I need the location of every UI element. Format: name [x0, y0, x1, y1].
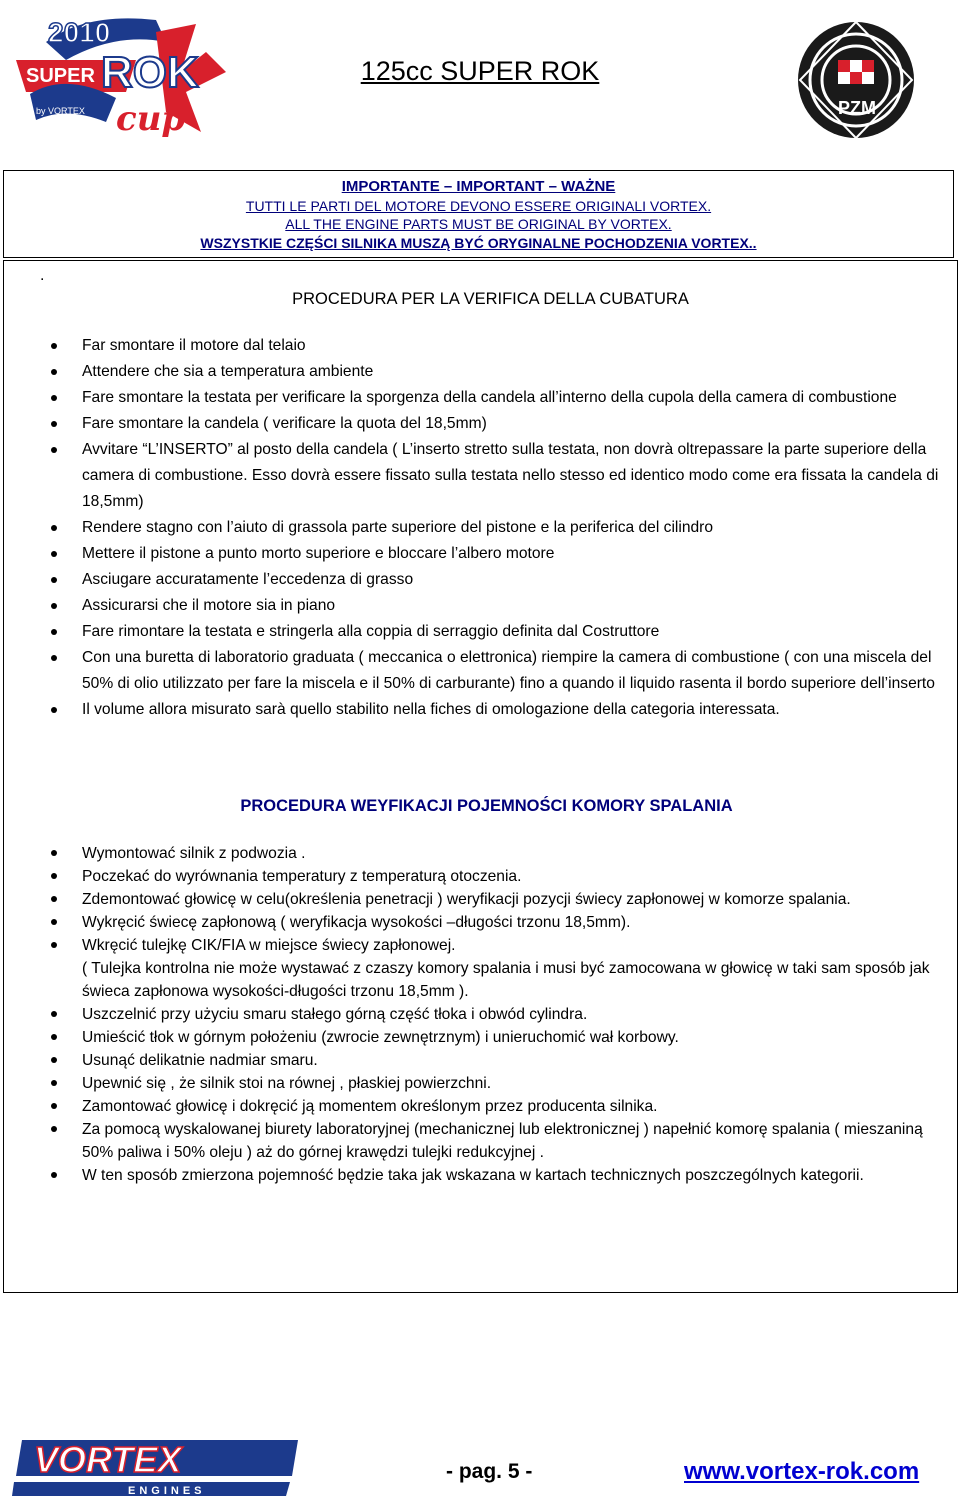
list-item: Avvitare “L’INSERTO” al posto della candela ( L’inserto stretto sulla testata, non dovrà oltrepassare la parte superiore della camera di combustione. Esso dovrà essere fissato sulla testata nello stesso ed identico modo come era fissata la candela di 18,5mm): [4, 437, 949, 515]
list-item: Far smontare il motore dal telaio: [4, 333, 949, 359]
list-item: Asciugare accuratamente l’eccedenza di grasso: [4, 567, 949, 593]
list-item: Usunąć delikatnie nadmiar smaru.: [4, 1049, 949, 1072]
procedure-box: [3, 260, 958, 1293]
important-line-it: TUTTI LE PARTI DEL MOTORE DEVONO ESSERE ORIGINALI VORTEX.: [245, 198, 712, 214]
important-notice-box: [3, 170, 954, 258]
page-number: - pag. 5 -: [446, 1460, 533, 1483]
list-item: Zamontować głowicę i dokręcić ją momentem określonym przez producenta silnika.: [4, 1095, 949, 1118]
svg-text:2010: 2010: [48, 17, 111, 48]
svg-text:cup: cup: [116, 99, 186, 139]
list-item: Assicurarsi che il motore sia in piano: [4, 593, 949, 619]
website-link[interactable]: www.vortex-rok.com: [684, 1458, 920, 1485]
list-item: Poczekać do wyrównania temperatury z temperaturą otoczenia.: [4, 865, 949, 888]
list-note: [4, 957, 949, 1003]
list-item: Za pomocą wyskalowanej biurety laboratoryjnej (mechanicznej lub elektronicznej ) napełnić komorę spalania ( mieszaniną 50% paliwa i 50% oleju ) aż do górnej krawędzi tulejki redukcyjnej .: [4, 1118, 949, 1164]
list-item: W ten sposób zmierzona pojemność będzie taka jak wskazana w kartach technicznych poszczególnych kategorii.: [4, 1164, 949, 1187]
list-item: Fare rimontare la testata e stringerla alla coppia di serraggio definita dal Costruttore: [4, 619, 949, 645]
list-item: Rendere stagno con l’aiuto di grassola parte superiore del pistone e la periferica del cilindro: [4, 515, 949, 541]
svg-text:PZM: PZM: [838, 98, 876, 118]
svg-text:VORTEX: VORTEX: [34, 1439, 182, 1480]
italian-procedure-list: [4, 333, 949, 723]
list-item: Zdemontować głowicę w celu(określenia penetracji ) weryfikacji pozycji świecy zapłonowej w komorze spalania.: [4, 888, 949, 911]
svg-text:ENGINES: ENGINES: [128, 1485, 206, 1497]
svg-text:ROK: ROK: [101, 48, 199, 97]
list-item: Wykręcić świecę zapłonową ( weryfikacja wysokości –długości trzonu 18,5mm).: [4, 911, 949, 934]
section-title-italian: PROCEDURA PER LA VERIFICA DELLA CUBATURA: [292, 290, 689, 308]
list-item: Attendere che sia a temperatura ambiente: [4, 359, 949, 385]
pzm-logo: [786, 10, 926, 150]
polish-procedure-list: [4, 842, 949, 1187]
vortex-engines-logo: [8, 1434, 306, 1500]
list-item: Con una buretta di laboratorio graduata ( meccanica o elettronica) riempire la camera di combustione ( con una miscela del 50% di olio utilizzato per fare la miscela e il 50% di carburante) fino a quando il liquido rasenta il bordo superiore dell’inserto: [4, 645, 949, 697]
list-item: Mettere il pistone a punto morto superiore e bloccare l’albero motore: [4, 541, 949, 567]
page-title: 125cc SUPER ROK: [360, 56, 600, 86]
svg-text:by VORTEX: by VORTEX: [36, 106, 85, 116]
note-text: ( Tulejka kontrolna nie może wystawać z czaszy komory spalania i musi być zamocowana w głowicę w taki sam sposób jak świeca zapłonowa wysokości-długości trzonu 18,5mm ).: [82, 960, 930, 1000]
list-item: Umieścić tłok w górnym położeniu (zwrocie zewnętrznym) i unieruchomić wał korbowy.: [4, 1026, 949, 1049]
important-line-pl: WSZYSTKIE CZĘŚCI SILNIKA MUSZĄ BYĆ ORYGINALNE POCHODZENIA VORTEX..: [200, 235, 757, 251]
section-title-polish: PROCEDURA WEYFIKACJI POJEMNOŚCI KOMORY SPALANIA: [240, 797, 733, 815]
list-item: Upewnić się , że silnik stoi na równej , płaskiej powierzchni.: [4, 1072, 949, 1095]
important-heading: IMPORTANTE – IMPORTANT – WAŻNE: [341, 178, 616, 195]
list-item: Fare smontare la testata per verificare la sporgenza della candela all’interno della cupola della camera di combustione: [4, 385, 949, 411]
stray-dot: .: [40, 267, 45, 284]
list-item: Uszczelnić przy użyciu smaru stałego górną część tłoka i obwód cylindra.: [4, 1003, 949, 1026]
list-item: Fare smontare la candela ( verificare la quota del 18,5mm): [4, 411, 949, 437]
important-line-en: ALL THE ENGINE PARTS MUST BE ORIGINAL BY VORTEX.: [285, 216, 672, 232]
svg-text:SUPER: SUPER: [26, 65, 95, 87]
list-item: Il volume allora misurato sarà quello stabilito nella fiches di omologazione della categoria interessata.: [4, 697, 949, 723]
list-item: Wymontować silnik z podwozia .: [4, 842, 949, 865]
list-item: Wkręcić tulejkę CIK/FIA w miejsce świecy zapłonowej.: [4, 934, 949, 957]
